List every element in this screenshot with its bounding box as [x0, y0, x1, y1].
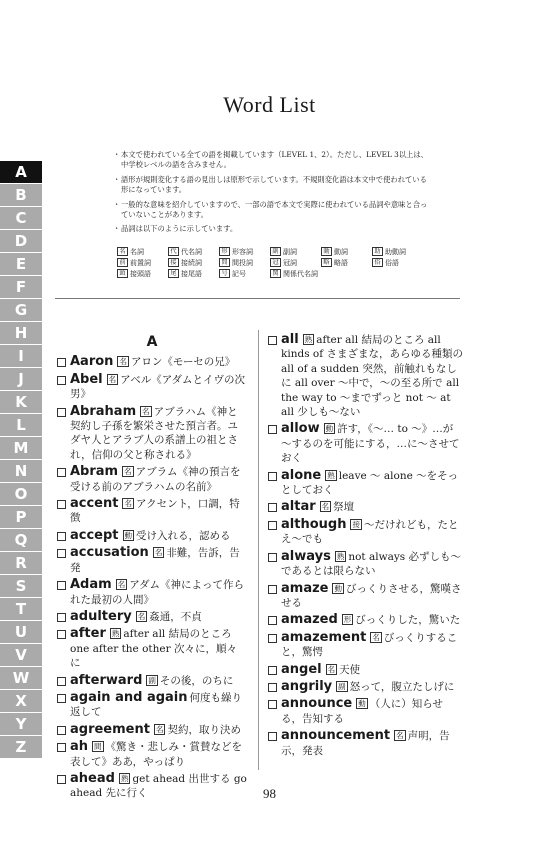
definition: アクセント，口調，特徴 — [70, 498, 240, 525]
pos-legend-item — [219, 247, 270, 257]
word-entry — [57, 546, 247, 575]
pos-tag: 熟 — [327, 470, 335, 480]
checkbox[interactable] — [57, 358, 66, 367]
pos-legend-item — [270, 247, 321, 257]
pos-tag: 動 — [325, 424, 334, 434]
pos-tag: 副 — [338, 681, 346, 691]
pos-abbr-box: 形 — [219, 247, 230, 256]
headword: amaze — [281, 580, 329, 596]
checkbox[interactable] — [57, 694, 66, 703]
headword: accept — [70, 527, 119, 543]
definition: びっくりした，驚いた — [355, 614, 461, 627]
pos-abbr-box: 代 — [168, 247, 179, 256]
pos-abbr-box: 動 — [321, 247, 332, 256]
checkbox[interactable] — [268, 666, 277, 675]
word-entry — [268, 631, 463, 660]
right-column — [268, 333, 463, 761]
checkbox[interactable] — [57, 726, 66, 735]
pos-abbr-box: 前 — [117, 258, 128, 267]
pos-legend-item — [372, 247, 423, 257]
definition: びっくりすること，驚愕 — [281, 631, 458, 659]
pos-tag: 動 — [334, 583, 342, 593]
pos-tag: 動 — [358, 699, 366, 709]
word-entry — [57, 373, 247, 402]
checkbox[interactable] — [57, 468, 66, 477]
checkbox[interactable] — [57, 549, 66, 558]
pos-legend-row — [117, 246, 447, 257]
pos-abbr-box: 号 — [219, 269, 230, 278]
pos-tag: 副 — [148, 675, 156, 685]
word-entry — [57, 497, 247, 526]
checkbox[interactable] — [57, 775, 66, 784]
definition: 受け入れる，認める — [136, 529, 231, 542]
tab-i[interactable]: I — [0, 345, 42, 367]
pos-abbr-box: 関 — [270, 269, 281, 278]
pos-legend-row — [117, 257, 447, 268]
word-entry — [57, 465, 247, 494]
definition: 契約，取り決め — [167, 723, 241, 736]
headword: accent — [70, 496, 119, 512]
tab-n[interactable]: N — [0, 460, 42, 482]
pos-abbr-box: 尾 — [168, 269, 179, 278]
pos-legend-item — [117, 258, 168, 268]
tab-r[interactable]: R — [0, 552, 42, 574]
headword: angel — [281, 661, 322, 677]
tab-p[interactable]: P — [0, 506, 42, 528]
headword: amazement — [281, 629, 367, 645]
definition: アブラハム《神と契約し子孫を繁栄させた預言者。ユダヤ人とアラブ人の系譜上の祖とされ，信仰の父と称される》 — [70, 405, 238, 461]
word-entry — [57, 723, 247, 737]
tab-a[interactable]: A — [0, 161, 42, 183]
pos-tag: 形 — [343, 615, 352, 625]
headword: Aaron — [70, 354, 114, 370]
definition: アブラム《神の預言を受ける前のアブラハムの名前》 — [70, 466, 241, 493]
word-entry — [57, 578, 247, 607]
pos-abbr-box: 名 — [117, 247, 128, 256]
pos-legend-item — [219, 269, 270, 279]
definition: after all 結局のところ all kinds of さまざまな，あらゆる種類の all of a sudden 突然，前触れもなしに all over ～中で，～の至る所で all the way to ～までずっと not ～ at all 少しも～ない — [281, 334, 463, 419]
pos-label: 俗語 — [385, 258, 399, 267]
headword: announce — [281, 696, 353, 712]
headword: ah — [70, 739, 89, 755]
headword: altar — [281, 499, 316, 515]
pos-tag: 熟 — [120, 773, 129, 783]
word-entry — [268, 729, 463, 758]
pos-abbr-box: 俗 — [372, 258, 383, 267]
headword: announcement — [281, 728, 391, 744]
word-entry — [57, 405, 247, 463]
pos-tag: 名 — [327, 664, 336, 674]
headword: adultery — [70, 608, 132, 624]
pos-label: 関係代名詞 — [283, 269, 318, 278]
pos-abbr-box: 助 — [372, 247, 383, 256]
definition: 許す，《～… to ～》…が～するのを可能にする，…に～させておく — [281, 423, 460, 465]
pos-tag: 間 — [94, 742, 102, 752]
tab-t[interactable]: T — [0, 598, 42, 620]
pos-label: 形容詞 — [232, 247, 253, 256]
checkbox[interactable] — [268, 732, 277, 741]
pos-tag: 名 — [154, 548, 163, 558]
pos-legend-item — [168, 247, 219, 257]
headword: always — [281, 548, 331, 564]
headword: Abram — [70, 464, 119, 480]
checkbox[interactable] — [57, 613, 66, 622]
definition: ～だけれども，たとえ～でも — [281, 518, 459, 546]
checkbox[interactable] — [268, 683, 277, 692]
pos-abbr-box: 間 — [219, 258, 230, 267]
tab-z[interactable]: Z — [0, 736, 42, 758]
definition: 非難，告訴，告発 — [70, 547, 240, 574]
tab-o[interactable]: O — [0, 483, 42, 505]
pos-legend — [117, 246, 447, 279]
checkbox[interactable] — [57, 743, 66, 752]
pos-label: 名詞 — [130, 247, 144, 256]
checkbox[interactable] — [57, 630, 66, 639]
pos-label: 間投詞 — [232, 258, 253, 267]
word-entry — [268, 680, 463, 694]
pos-abbr-box: 副 — [270, 247, 281, 256]
tab-m[interactable]: M — [0, 437, 42, 459]
pos-tag: 名 — [142, 406, 150, 416]
checkbox[interactable] — [268, 425, 277, 434]
definition: アロン《モーセの兄》 — [130, 356, 236, 369]
tab-q[interactable]: Q — [0, 529, 42, 551]
pos-label: 助動詞 — [385, 247, 406, 256]
pos-label: 代名詞 — [181, 247, 202, 256]
divider — [55, 298, 460, 299]
left-column — [57, 333, 247, 804]
word-entry — [268, 613, 463, 627]
definition: not always 必ずしも～であるとは限らない — [281, 550, 461, 578]
checkbox[interactable] — [268, 700, 277, 709]
checkbox[interactable] — [268, 616, 277, 625]
word-entry — [268, 550, 463, 579]
pos-label: 記号 — [232, 269, 246, 278]
tab-l[interactable]: L — [0, 414, 42, 436]
headword: accusation — [70, 545, 149, 561]
headword: Adam — [70, 577, 112, 593]
note-item: ・ 品詞は以下のように示しています。 — [113, 224, 433, 234]
checkbox[interactable] — [57, 408, 66, 417]
word-entry — [268, 422, 463, 465]
headword: alone — [281, 467, 322, 483]
pos-legend-item — [321, 258, 372, 268]
word-entry — [268, 500, 463, 514]
tab-x[interactable]: X — [0, 690, 42, 712]
word-entry — [57, 627, 247, 670]
word-entry — [57, 529, 247, 543]
pos-legend-item — [117, 247, 168, 257]
word-entry — [268, 469, 463, 498]
word-entry — [57, 691, 247, 720]
pos-legend-item — [321, 247, 372, 257]
pos-tag: 名 — [396, 731, 404, 741]
headword: agreement — [70, 721, 150, 737]
word-entry — [57, 740, 247, 769]
pos-tag: 名 — [117, 580, 126, 590]
definition: 天使 — [339, 663, 361, 676]
pos-abbr-box: 冠 — [270, 258, 281, 267]
page-number: 98 — [263, 786, 276, 801]
column-divider — [258, 330, 259, 770]
pos-tag: 熟 — [111, 629, 120, 639]
pos-legend-item — [219, 258, 270, 268]
pos-legend-item — [372, 258, 423, 268]
pos-tag: 動 — [124, 530, 133, 540]
checkbox[interactable] — [57, 581, 66, 590]
definition: その後，のちに — [159, 674, 234, 687]
pos-legend-item — [168, 269, 219, 279]
headword: amazed — [281, 612, 338, 628]
pos-tag: 名 — [155, 724, 164, 734]
note-item: ・ 一般的な意味を紹介していますので、一部の語で本文で実際に使われている品詞や意味と合っていないことがあります。 — [113, 200, 433, 221]
alphabet-index — [0, 161, 42, 759]
note-item: ・ 本文で使われている全ての語を掲載しています（LEVEL 1、2）。ただし、LEVEL 3以上は、中学校レベルの語を含みません。 — [113, 150, 433, 171]
page-title: Word List — [223, 92, 316, 117]
checkbox[interactable] — [57, 376, 66, 385]
headword: angrily — [281, 678, 333, 694]
definition: （人に）知らせる，告知する — [281, 698, 443, 725]
pos-legend-item — [168, 258, 219, 268]
pos-label: 副詞 — [283, 247, 297, 256]
definition: 《驚き・悲しみ・賞賛などを表して》ああ，やっぱり — [70, 741, 243, 768]
word-entry — [57, 674, 247, 688]
pos-tag: 熟 — [336, 551, 345, 561]
word-entry — [57, 610, 247, 624]
headword: afterward — [70, 672, 143, 688]
tab-w[interactable]: W — [0, 667, 42, 689]
tab-c[interactable]: C — [0, 207, 42, 229]
headword: again and again — [70, 689, 188, 705]
checkbox[interactable] — [268, 634, 277, 643]
checkbox[interactable] — [268, 553, 277, 562]
checkbox[interactable] — [57, 532, 66, 541]
section-letter: A — [146, 334, 158, 350]
tab-y[interactable]: Y — [0, 713, 42, 735]
definition: 姦通，不貞 — [149, 610, 202, 623]
checkbox[interactable] — [57, 677, 66, 686]
headword: ahead — [70, 770, 115, 786]
definition: アダム《神によって作られた最初の人間》 — [70, 579, 244, 606]
pos-label: 接続詞 — [181, 258, 202, 267]
tab-b[interactable]: B — [0, 184, 42, 206]
pos-label: 前置詞 — [130, 258, 151, 267]
headword: allow — [281, 421, 320, 437]
word-entry — [268, 697, 463, 726]
pos-tag: 名 — [321, 502, 330, 512]
headword: all — [281, 332, 299, 347]
definition: 怒って，腹立たしげに — [349, 680, 455, 693]
pos-label: 接頭語 — [130, 269, 151, 278]
checkbox[interactable] — [268, 472, 277, 481]
pos-label: 冠詞 — [283, 258, 297, 267]
word-entry — [268, 333, 463, 419]
tab-d[interactable]: D — [0, 230, 42, 252]
pos-abbr-box: 略 — [321, 258, 332, 267]
pos-tag: 接 — [352, 519, 360, 529]
definition: びっくりさせる，驚嘆させる — [281, 582, 462, 609]
tab-k[interactable]: K — [0, 391, 42, 413]
definition: アベル《アダムとイヴの次男》 — [70, 373, 245, 401]
pos-abbr-box: 頭 — [117, 269, 128, 278]
definition: 何度も繰り返して — [70, 691, 243, 719]
pos-legend-item — [270, 269, 321, 279]
tab-v[interactable]: V — [0, 644, 42, 666]
word-entry — [57, 355, 247, 369]
checkbox[interactable] — [57, 500, 66, 509]
pos-label: 接尾語 — [181, 269, 202, 278]
pos-tag: 名 — [137, 611, 146, 621]
pos-abbr-box: 接 — [168, 258, 179, 267]
tab-f[interactable]: F — [0, 276, 42, 298]
definition: 声明，告示，発表 — [281, 730, 450, 757]
word-entry — [268, 518, 463, 547]
tab-u[interactable]: U — [0, 621, 42, 643]
pos-legend-item — [270, 258, 321, 268]
tab-j[interactable]: J — [0, 368, 42, 390]
tab-g[interactable]: G — [0, 299, 42, 321]
word-entry — [268, 582, 463, 611]
headword: Abel — [70, 371, 103, 387]
pos-tag: 名 — [119, 357, 127, 367]
headword: although — [281, 516, 347, 532]
headword: Abraham — [70, 403, 137, 419]
definition: 祭壇 — [333, 501, 355, 514]
pos-tag: 熟 — [304, 335, 313, 344]
pos-tag: 名 — [372, 632, 380, 642]
checkbox[interactable] — [268, 521, 277, 530]
pos-tag: 名 — [124, 499, 132, 509]
pos-label: 動詞 — [334, 247, 348, 256]
checkbox[interactable] — [268, 503, 277, 512]
pos-label: 略語 — [334, 258, 348, 267]
checkbox[interactable] — [268, 585, 277, 594]
tab-h[interactable]: H — [0, 322, 42, 344]
tab-s[interactable]: S — [0, 575, 42, 597]
pos-tag: 名 — [108, 374, 117, 384]
headword: after — [70, 626, 106, 642]
definition: get ahead 出世する go ahead 先に行く — [70, 772, 247, 800]
pos-tag: 名 — [124, 467, 132, 477]
pos-legend-item — [117, 269, 168, 279]
usage-notes — [113, 150, 433, 239]
checkbox[interactable] — [268, 336, 277, 345]
word-entry — [268, 663, 463, 677]
note-item: ・ 語形が規則変化する語の見出しは原形で示しています。不規則変化語は本文中で使われている形になっています。 — [113, 175, 433, 196]
definition: after all 結局のところ one after the other 次々に，順々に — [70, 628, 237, 670]
definition: leave ～ alone ～をそっとしておく — [281, 469, 459, 497]
tab-e[interactable]: E — [0, 253, 42, 275]
pos-legend-row — [117, 268, 447, 279]
